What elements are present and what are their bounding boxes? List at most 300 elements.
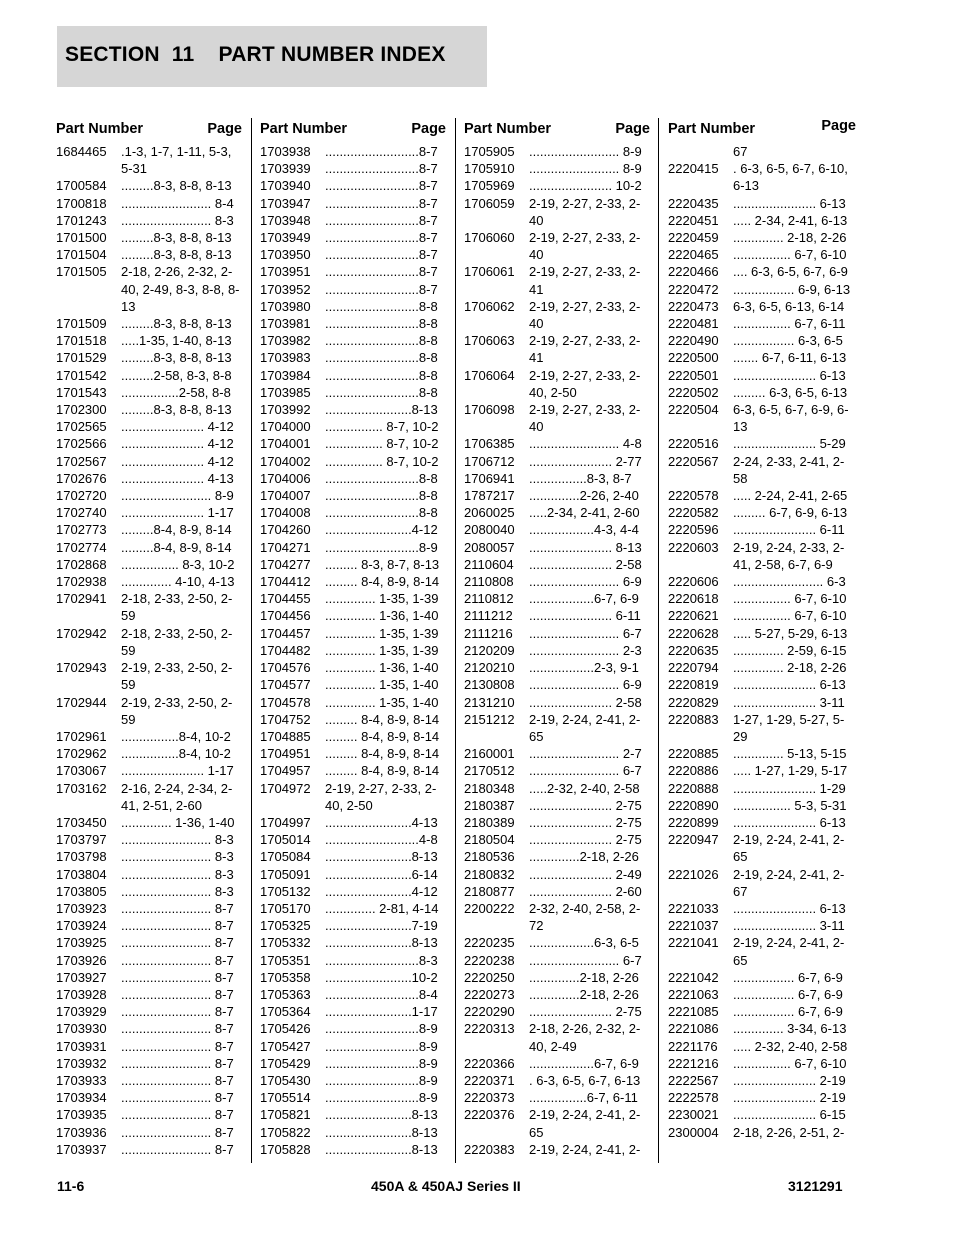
index-entry	[56, 418, 242, 435]
page-references: ......................... 8-7	[121, 1055, 234, 1071]
page-references: ....................... 2-75	[529, 797, 642, 813]
page-references: ........................8-13	[325, 402, 438, 418]
part-number: 1703985	[260, 384, 311, 400]
page-references: .........2-58, 8-3, 8-8	[121, 367, 232, 383]
page-references: ................ 6-7, 6-10	[733, 1055, 847, 1071]
index-entry	[464, 969, 650, 986]
index-entry	[668, 367, 856, 384]
index-entry	[464, 539, 650, 556]
page-references: 2-19, 2-27, 2-33, 2-40	[529, 195, 641, 228]
part-number: 2180832	[464, 866, 515, 882]
part-number: 1704951	[260, 746, 311, 762]
index-entry	[260, 1089, 446, 1106]
index-entry	[56, 384, 242, 401]
part-number: 2220238	[464, 952, 515, 968]
page-references: ......... 8-3, 8-7, 8-13	[325, 556, 440, 572]
page-references: ..........................8-9	[325, 1090, 438, 1106]
page-references: ......................... 8-7	[121, 1124, 234, 1140]
index-entry	[668, 1106, 856, 1123]
index-entry	[260, 917, 446, 934]
part-number: 1702941	[56, 591, 107, 607]
index-entry	[464, 607, 650, 624]
entry-list	[668, 143, 856, 1141]
page-references: 67	[733, 144, 748, 159]
part-number: 2220819	[668, 677, 719, 693]
page-references: ........................8-13	[325, 849, 438, 865]
part-number: 2120210	[464, 660, 515, 676]
index-entry	[464, 831, 650, 848]
index-entry	[56, 728, 242, 745]
index-entry	[56, 952, 242, 969]
index-entry	[464, 711, 650, 745]
index-entry	[668, 900, 856, 917]
page-references: 1-27, 1-29, 5-27, 5-29	[733, 711, 845, 744]
index-entry	[260, 1106, 446, 1123]
index-entry	[260, 539, 446, 556]
page-references: .....2-34, 2-41, 2-60	[529, 505, 640, 521]
part-number: 1706060	[464, 230, 515, 246]
part-number-header: Part Number	[668, 121, 756, 137]
part-number: 1703936	[56, 1124, 107, 1140]
index-entry	[668, 590, 856, 607]
index-entry	[260, 573, 446, 590]
part-number: 2220621	[668, 608, 719, 624]
page-references: 2-19, 2-27, 2-33, 2-41	[529, 264, 641, 297]
page-references: ..... 1-27, 1-29, 5-17	[733, 763, 848, 779]
part-number: 2220890	[668, 797, 719, 813]
part-number: 1703067	[56, 763, 107, 779]
part-number: 2080057	[464, 539, 515, 555]
page-header: Page	[821, 118, 856, 134]
index-entry	[260, 160, 446, 177]
index-entry	[260, 435, 446, 452]
part-number: 1706712	[464, 453, 515, 469]
part-number: 2220794	[668, 660, 719, 676]
part-number: 2220273	[464, 986, 515, 1002]
index-entry	[260, 504, 446, 521]
index-entry	[464, 556, 650, 573]
part-number: 1704885	[260, 728, 311, 744]
index-entry	[668, 435, 856, 452]
part-number: 2220883	[668, 711, 719, 727]
index-entry	[56, 1055, 242, 1072]
index-entry	[56, 539, 242, 556]
part-number: 2180504	[464, 832, 515, 848]
part-number: 1704457	[260, 625, 311, 641]
column-divider	[251, 118, 252, 1163]
index-entry	[260, 246, 446, 263]
index-entry	[56, 694, 242, 728]
index-entry	[668, 521, 856, 538]
part-number: 2221033	[668, 900, 719, 916]
page-references: ................ 6-7, 6-10	[733, 591, 847, 607]
page-references: ........................10-2	[325, 969, 438, 985]
index-entry	[260, 470, 446, 487]
part-number: 2220376	[464, 1107, 515, 1123]
part-number: 1701504	[56, 247, 107, 263]
index-entry	[56, 1106, 242, 1123]
part-number: 1703983	[260, 350, 311, 366]
page-references: ....................... 4-13	[121, 470, 234, 486]
part-number: 2220313	[464, 1021, 515, 1037]
part-number: 1702740	[56, 505, 107, 521]
part-number: 1706059	[464, 195, 515, 211]
index-entry	[464, 470, 650, 487]
part-number: 2130808	[464, 677, 515, 693]
part-number: 1705132	[260, 883, 311, 899]
page-references: .........8-3, 8-8, 8-13	[121, 402, 232, 418]
page-references: ......................... 8-4	[121, 195, 234, 211]
index-entry	[260, 1003, 446, 1020]
part-number: 2220250	[464, 969, 515, 985]
index-entry	[668, 401, 856, 435]
part-number: 2131210	[464, 694, 515, 710]
part-number: 1705822	[260, 1124, 311, 1140]
part-number: 1702676	[56, 470, 107, 486]
index-entry	[260, 780, 446, 814]
page-references: .1-3, 1-7, 1-11, 5-3, 5-31	[121, 144, 232, 177]
index-entry	[464, 934, 650, 951]
part-number: 1705426	[260, 1021, 311, 1037]
index-entry	[56, 470, 242, 487]
part-number: 1701529	[56, 350, 107, 366]
page-references: ......................... 4-8	[529, 436, 642, 452]
part-number: 2230021	[668, 1107, 719, 1123]
part-number: 2221037	[668, 918, 719, 934]
index-entry	[260, 195, 446, 212]
part-number: 2220459	[668, 230, 719, 246]
index-entry	[260, 590, 446, 607]
page-references: 2-19, 2-27, 2-33, 2-40	[529, 402, 641, 435]
page-header: Page	[615, 121, 650, 137]
index-entry	[56, 435, 242, 452]
part-number: 1706062	[464, 298, 515, 314]
part-number: 2170512	[464, 763, 515, 779]
page-references: 6-3, 6-5, 6-7, 6-9, 6-13	[733, 402, 849, 435]
part-number: 1704007	[260, 488, 311, 504]
page-references: ..... 2-34, 2-41, 6-13	[733, 212, 848, 228]
part-number: 2220888	[668, 780, 719, 796]
page-references: ......... 6-7, 6-9, 6-13	[733, 505, 848, 521]
page-references: ..................6-7, 6-9	[529, 591, 639, 607]
page-references: ......................... 8-7	[121, 986, 234, 1002]
page-references: ....................... 6-13	[733, 195, 846, 211]
index-entry	[464, 453, 650, 470]
part-number: 1703935	[56, 1107, 107, 1123]
page-references: ................. 6-9, 6-13	[733, 281, 851, 297]
page-references: ......................... 8-9	[529, 161, 642, 177]
page-references: .............. 5-13, 5-15	[733, 746, 847, 762]
part-number: 2220829	[668, 694, 719, 710]
part-number: 1703930	[56, 1021, 107, 1037]
index-entry	[56, 900, 242, 917]
page-references: ................2-58, 8-8	[121, 384, 231, 400]
index-entry	[260, 986, 446, 1003]
page-references: .........8-3, 8-8, 8-13	[121, 350, 232, 366]
part-number: 1705358	[260, 969, 311, 985]
part-number: 1702300	[56, 402, 107, 418]
part-number: 2220886	[668, 763, 719, 779]
part-number: 1703940	[260, 178, 311, 194]
page-references: 2-18, 2-26, 2-32, 2-40, 2-49, 8-3, 8-8, 8-13	[121, 264, 240, 314]
part-number: 2220606	[668, 574, 719, 590]
part-number: 2221063	[668, 986, 719, 1002]
page-references: ..........................8-7	[325, 178, 438, 194]
index-entry	[56, 263, 242, 315]
page-references: .........8-4, 8-9, 8-14	[121, 522, 232, 538]
page-references: ..........................8-8	[325, 367, 438, 383]
part-number: 1705091	[260, 866, 311, 882]
part-number: 2220504	[668, 402, 719, 418]
index-entry	[56, 986, 242, 1003]
part-number: 1705325	[260, 918, 311, 934]
page-references: ........................6-14	[325, 866, 438, 882]
part-number: 2220628	[668, 625, 719, 641]
index-entry	[56, 212, 242, 229]
index-entry	[464, 900, 650, 934]
part-number: 1703797	[56, 832, 107, 848]
index-entry	[668, 229, 856, 246]
page-references: ......................... 6-9	[529, 677, 642, 693]
index-entry	[464, 642, 650, 659]
index-entry	[56, 762, 242, 779]
index-entry	[668, 143, 856, 160]
page-references: 2-19, 2-33, 2-50, 2-59	[121, 660, 233, 693]
index-entry	[464, 263, 650, 297]
page-references: ..............2-18, 2-26	[529, 969, 639, 985]
part-number: 2220516	[668, 436, 719, 452]
page-references: ....................... 4-12	[121, 453, 234, 469]
page-references: ................ 6-7, 6-11	[733, 316, 846, 332]
part-number: 1702942	[56, 625, 107, 641]
part-number: 1705969	[464, 178, 515, 194]
page-references: ......... 8-4, 8-9, 8-14	[325, 574, 440, 590]
index-entry	[464, 1020, 650, 1054]
page-references: ......................... 6-7	[529, 625, 642, 641]
index-entry	[56, 1072, 242, 1089]
part-number: 2221041	[668, 935, 719, 951]
part-number: 2080040	[464, 522, 515, 538]
footer-model: 450A & 450AJ Series II	[371, 1178, 521, 1194]
index-entry	[668, 607, 856, 624]
index-entry	[260, 556, 446, 573]
page-references: ....................... 1-29	[733, 780, 846, 796]
page-references: . 6-3, 6-5, 6-7, 6-13	[529, 1072, 641, 1088]
part-number: 1704957	[260, 763, 311, 779]
index-entry	[464, 521, 650, 538]
page-references: 2-18, 2-33, 2-50, 2-59	[121, 591, 233, 624]
entry-list	[464, 143, 650, 1158]
index-entry	[668, 160, 856, 194]
index-entry	[260, 401, 446, 418]
page-references: ................8-4, 10-2	[121, 746, 231, 762]
index-entry	[464, 229, 650, 263]
part-number: 1703162	[56, 780, 107, 796]
index-entry	[668, 831, 856, 865]
page-references: ..... 2-32, 2-40, 2-58	[733, 1038, 848, 1054]
index-entry	[260, 229, 446, 246]
page-references: ....................... 2-58	[529, 694, 642, 710]
index-entry	[464, 797, 650, 814]
index-entry	[260, 866, 446, 883]
index-entry	[56, 814, 242, 831]
index-entry	[464, 367, 650, 401]
page-references: ................ 8-3, 10-2	[121, 556, 235, 572]
page-references: ....................... 6-13	[733, 814, 846, 830]
part-number: 2220373	[464, 1090, 515, 1106]
index-entry	[464, 401, 650, 435]
index-entry	[260, 607, 446, 624]
index-entry	[260, 934, 446, 951]
index-entry	[260, 659, 446, 676]
page-references: .............. 1-36, 1-40	[121, 814, 235, 830]
part-number: 2110808	[464, 574, 514, 590]
page-references: ....................... 8-13	[529, 539, 642, 555]
part-number: 2220502	[668, 384, 719, 400]
page-references: ....................... 2-75	[529, 814, 642, 830]
page-references: ....................... 6-13	[733, 900, 846, 916]
part-number: 2180389	[464, 814, 515, 830]
page-references: ..............2-26, 2-40	[529, 488, 639, 504]
page-references: .........8-4, 8-9, 8-14	[121, 539, 232, 555]
index-entry	[56, 315, 242, 332]
page-references: ......................... 8-9	[121, 488, 234, 504]
index-entry	[260, 177, 446, 194]
index-entry	[464, 1141, 650, 1158]
page-references: ....................... 1-17	[121, 505, 234, 521]
page-references: .............. 2-59, 6-15	[733, 642, 847, 658]
index-entry	[668, 281, 856, 298]
part-number: 2221086	[668, 1021, 719, 1037]
page-references: ....................... 5-29	[733, 436, 846, 452]
part-number: 2220473	[668, 298, 719, 314]
part-number: 2220472	[668, 281, 719, 297]
index-entry	[668, 315, 856, 332]
page-references: ................ 5-3, 5-31	[733, 797, 847, 813]
part-number: 1704271	[260, 539, 311, 555]
index-entry	[56, 349, 242, 366]
page-references: 6-3, 6-5, 6-13, 6-14	[733, 298, 845, 314]
index-entry	[260, 952, 446, 969]
page-references: ..........................8-7	[325, 264, 438, 280]
page-references: ....................... 6-11	[529, 608, 641, 624]
index-entry	[56, 745, 242, 762]
index-entry	[260, 298, 446, 315]
page-references: .............. 3-34, 6-13	[733, 1021, 847, 1037]
index-entry	[464, 1089, 650, 1106]
index-entry	[668, 246, 856, 263]
index-entry	[464, 1003, 650, 1020]
page-references: ....................... 2-75	[529, 832, 642, 848]
index-entry	[260, 900, 446, 917]
page-references: ..........................8-9	[325, 1038, 438, 1054]
index-entry	[260, 745, 446, 762]
part-number: 1705821	[260, 1107, 311, 1123]
index-column-4	[668, 118, 856, 1141]
index-entry	[56, 1038, 242, 1055]
part-number: 1704578	[260, 694, 311, 710]
index-entry	[56, 401, 242, 418]
page-references: 2-18, 2-26, 2-32, 2-40, 2-49	[529, 1021, 641, 1054]
part-number: 1702943	[56, 660, 107, 676]
part-number: 1704412	[260, 574, 311, 590]
page-references: .........8-3, 8-8, 8-13	[121, 247, 232, 263]
index-entry	[464, 1055, 650, 1072]
part-number: 1704006	[260, 470, 311, 486]
page-references: ....................... 6-15	[733, 1107, 846, 1123]
page-references: ....................... 2-19	[733, 1072, 846, 1088]
page-references: ................8-3, 8-7	[529, 470, 632, 486]
page-references: ....................... 2-75	[529, 1004, 642, 1020]
part-number: 2220618	[668, 591, 719, 607]
part-number: 1704577	[260, 677, 311, 693]
page-references: .........8-3, 8-8, 8-13	[121, 230, 232, 246]
page-references: ......................... 8-7	[121, 1021, 234, 1037]
part-number: 1704456	[260, 608, 311, 624]
page-references: ......... 8-4, 8-9, 8-14	[325, 763, 440, 779]
part-number-header: Part Number	[260, 121, 348, 137]
page-references: ..........................8-8	[325, 488, 438, 504]
part-number: 2111212	[464, 608, 513, 624]
page-references: 2-24, 2-33, 2-41, 2-58	[733, 453, 845, 486]
page-references: .............. 2-81, 4-14	[325, 900, 439, 916]
part-number: 1703925	[56, 935, 107, 951]
index-entry	[56, 453, 242, 470]
index-entry	[56, 487, 242, 504]
part-number: 1703938	[260, 144, 311, 159]
part-number: 1703948	[260, 212, 311, 228]
part-number: 2221085	[668, 1004, 719, 1020]
index-entry	[464, 143, 650, 160]
page-references: ....................... 2-77	[529, 453, 642, 469]
index-entry	[260, 1055, 446, 1072]
page-references: ......................... 8-7	[121, 1072, 234, 1088]
index-entry	[56, 504, 242, 521]
page-references: ..........................8-7	[325, 212, 438, 228]
page-references: .............. 2-18, 2-26	[733, 230, 847, 246]
part-number: 1704008	[260, 505, 311, 521]
part-number: 2220465	[668, 247, 719, 263]
part-number: 2220501	[668, 367, 719, 383]
page-references: ................ 8-7, 10-2	[325, 436, 439, 452]
part-number: 1705430	[260, 1072, 311, 1088]
page-references: ..........................8-3	[325, 952, 438, 968]
part-number: 1705351	[260, 952, 311, 968]
part-number: 1705084	[260, 849, 311, 865]
page-references: ....................... 3-11	[733, 694, 845, 710]
page-references: ......... 6-3, 6-5, 6-13	[733, 384, 848, 400]
part-number: 1704482	[260, 642, 311, 658]
index-entry	[464, 625, 650, 642]
page-references: ..........................8-9	[325, 1072, 438, 1088]
page-references: .............. 1-35, 1-39	[325, 625, 439, 641]
part-number: 1703982	[260, 333, 311, 349]
part-number: 1704277	[260, 556, 311, 572]
part-number: 1704997	[260, 814, 311, 830]
page-references: .....1-35, 1-40, 8-13	[121, 333, 232, 349]
index-entry	[260, 1038, 446, 1055]
part-number: 1701505	[56, 264, 107, 280]
index-entry	[464, 298, 650, 332]
part-number: 1706098	[464, 402, 515, 418]
part-number: 1702868	[56, 556, 107, 572]
part-number: 1703804	[56, 866, 107, 882]
part-number: 1702773	[56, 522, 107, 538]
index-entry	[464, 504, 650, 521]
page-references: ......................... 6-3	[733, 574, 846, 590]
page-references: 2-18, 2-26, 2-51, 2-	[733, 1124, 845, 1140]
index-entry	[260, 642, 446, 659]
